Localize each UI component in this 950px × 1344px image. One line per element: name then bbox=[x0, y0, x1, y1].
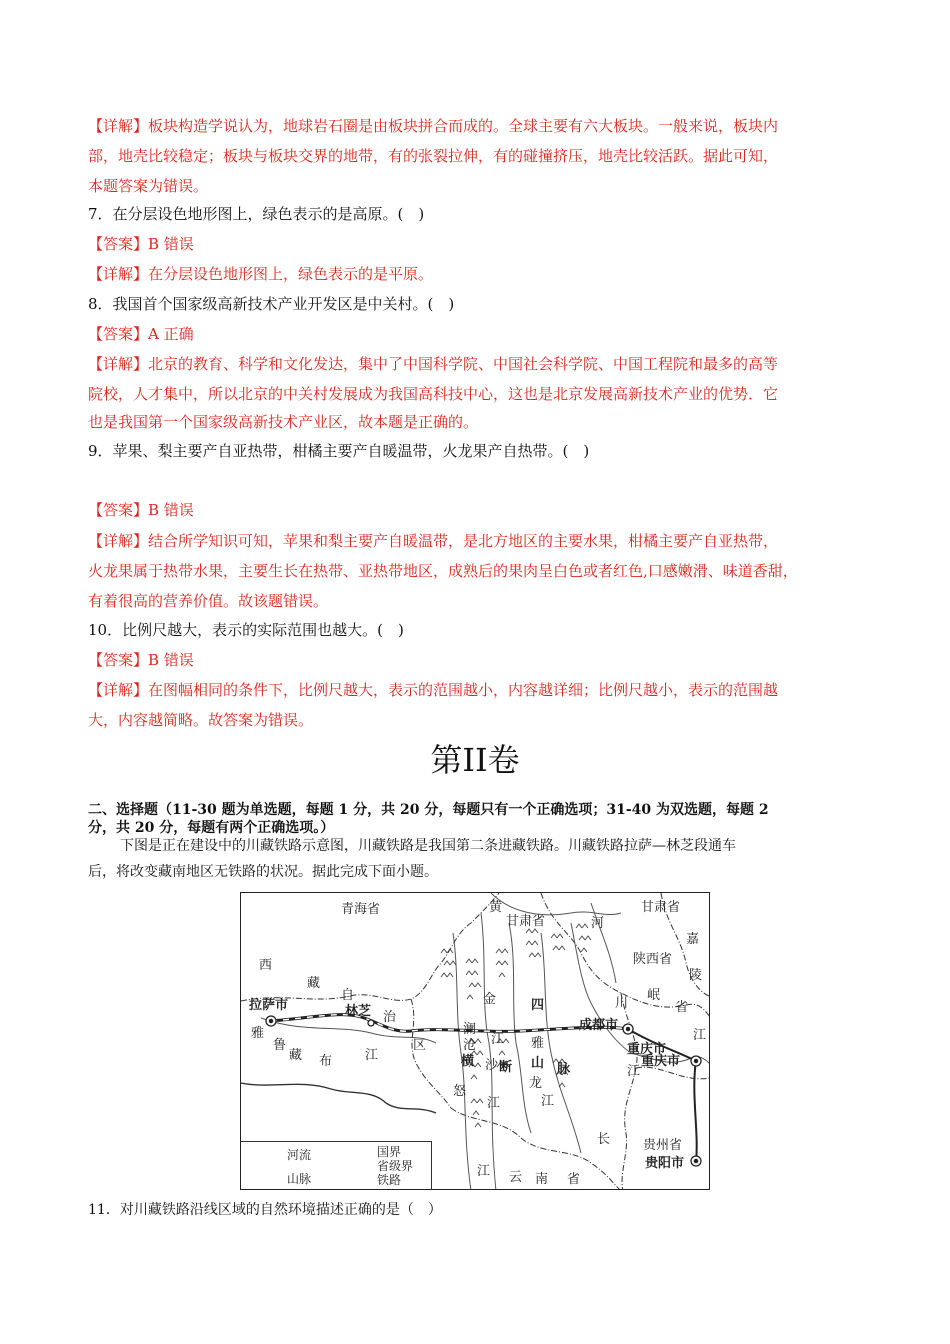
question-8: 8．我国首个国家级高新技术产业开发区是中关村。( ) bbox=[88, 295, 455, 313]
label-chongqing-1: 重庆市 bbox=[627, 1042, 667, 1057]
intro-line-1: 下图是正在建设中的川藏铁路示意图，川藏铁路是我国第二条进藏铁路。川藏铁路拉萨—林芝段通车 bbox=[120, 838, 736, 854]
legend-mountain: 山脉 bbox=[287, 1172, 312, 1186]
label-jin: 金 bbox=[483, 992, 497, 1007]
label-chongqing-2: 重庆市 bbox=[641, 1054, 681, 1069]
label-he: 河 bbox=[591, 916, 605, 931]
label-gansu-2: 甘肃省 bbox=[641, 900, 681, 915]
label-lan: 澜 bbox=[463, 1022, 477, 1037]
map-legend bbox=[241, 1141, 432, 1190]
answer-7: 【答案】B 错误 bbox=[88, 235, 194, 253]
label-shaanxi: 陕西省 bbox=[633, 952, 673, 967]
intro-line-2: 后，将改变藏南地区无铁路的状况。据此完成下面小题。 bbox=[88, 864, 438, 880]
label-zang-2: 藏 bbox=[289, 1048, 303, 1063]
question-7: 7．在分层设色地形图上，绿色表示的是高原。( ) bbox=[88, 205, 425, 223]
legend-river: 河流 bbox=[287, 1148, 312, 1162]
label-min: 岷 bbox=[647, 988, 661, 1003]
section-2-heading-line-1: 二、选择题（11-30 题为单选题，每题 1 分，共 20 分，每题只有一个正确选项；31-40 为双选题，每题 2 bbox=[88, 802, 769, 818]
sichuan-tibet-railway-map bbox=[240, 892, 710, 1190]
label-lu: 鲁 bbox=[273, 1038, 287, 1053]
label-ya: 雅 bbox=[251, 1026, 265, 1041]
label-cang: 沧 bbox=[463, 1038, 477, 1053]
detail-9-line-2: 火龙果属于热带水果，主要生长在热带、亚热带地区，成熟后的果肉呈白色或者红色,口感嫩滑、味道香甜， bbox=[88, 562, 798, 580]
label-ya-2: 雅 bbox=[531, 1036, 545, 1051]
part-2-title: 第II卷 bbox=[430, 741, 520, 779]
legend-border: 国界 bbox=[377, 1145, 402, 1159]
label-duan: 断 bbox=[499, 1060, 513, 1075]
label-sheng: 省 bbox=[675, 1000, 689, 1015]
detail-6-line-3: 本题答案为错误。 bbox=[88, 177, 209, 195]
label-qu: 区 bbox=[413, 1038, 427, 1053]
answer-8: 【答案】A 正确 bbox=[88, 325, 194, 343]
label-sheng-2: 省 bbox=[567, 1172, 581, 1187]
label-xi: 西 bbox=[259, 958, 273, 973]
label-guiyang: 贵阳市 bbox=[645, 1156, 685, 1171]
label-jia: 嘉 bbox=[686, 932, 700, 947]
detail-9-line-3: 有着很高的营养价值。故该题错误。 bbox=[88, 592, 329, 610]
answer-10: 【答案】B 错误 bbox=[88, 651, 194, 669]
label-zang: 藏 bbox=[307, 976, 321, 991]
legend-province: 省级界 bbox=[377, 1159, 414, 1173]
question-10: 10．比例尺越大，表示的实际范围也越大。( ) bbox=[88, 621, 404, 639]
label-nyingchi: 林芝 bbox=[345, 1004, 372, 1019]
label-jiang-1: 江 bbox=[365, 1048, 379, 1063]
label-ling: 陵 bbox=[689, 968, 703, 983]
label-si: 四 bbox=[531, 998, 545, 1013]
label-jiang-2: 江 bbox=[693, 1028, 707, 1043]
detail-6-line-2: 部，地壳比较稳定；板块与板块交界的地带，有的张裂拉伸，有的碰撞挤压，地壳比较活跃。据此可知， bbox=[88, 147, 779, 165]
label-qinghai: 青海省 bbox=[341, 902, 381, 917]
label-chang: 长 bbox=[597, 1132, 611, 1147]
label-nan: 南 bbox=[535, 1172, 549, 1187]
label-mai: 脉 bbox=[557, 1062, 571, 1077]
label-sha: 沙 bbox=[485, 1058, 499, 1073]
label-heng: 横 bbox=[461, 1054, 475, 1069]
label-jiang-3: 江 bbox=[627, 1064, 641, 1079]
label-guizhou: 贵州省 bbox=[643, 1138, 683, 1153]
detail-9-line-1: 【详解】结合所学知识可知，苹果和梨主要产自暖温带，是北方地区的主要水果，柑橘主要产自亚热带， bbox=[88, 532, 779, 550]
label-lhasa: 拉萨市 bbox=[249, 998, 289, 1013]
section-2-heading-line-2: 分，共 20 分，每题有两个正确选项。） bbox=[88, 820, 335, 836]
label-huang: 黄 bbox=[489, 900, 503, 915]
label-zhi: 治 bbox=[383, 1010, 397, 1025]
detail-10-line-2: 大，内容越简略。故答案为错误。 bbox=[88, 711, 314, 729]
label-jiang-4: 江 bbox=[491, 1032, 505, 1047]
detail-8-line-1: 【详解】北京的教育、科学和文化发达，集中了中国科学院、中国社会科学院、中国工程院和最多的高等 bbox=[88, 355, 779, 373]
label-yun: 云 bbox=[509, 1170, 523, 1185]
label-jiang-5: 江 bbox=[487, 1096, 501, 1111]
legend-railway: 铁路 bbox=[377, 1173, 402, 1187]
label-shan: 山 bbox=[531, 1056, 545, 1071]
label-zi: 自 bbox=[341, 988, 355, 1003]
question-9: 9．苹果、梨主要产自亚热带，柑橘主要产自暖温带，火龙果产自热带。( ) bbox=[88, 442, 590, 460]
label-long: 龙 bbox=[529, 1076, 543, 1091]
detail-8-line-3: 也是我国第一个国家级高新技术产业区，故本题是正确的。 bbox=[88, 413, 479, 431]
detail-7: 【详解】在分层设色地形图上，绿色表示的是平原。 bbox=[88, 265, 434, 283]
detail-8-line-2: 院校，人才集中，所以北京的中关村发展成为我国高科技中心，这也是北京发展高新技术产业的优势．它 bbox=[88, 385, 779, 403]
label-jiang-7: 江 bbox=[477, 1164, 491, 1179]
label-gansu-1: 甘肃省 bbox=[506, 914, 546, 929]
label-nu: 怒 bbox=[453, 1084, 467, 1099]
detail-10-line-1: 【详解】在图幅相同的条件下，比例尺越大，表示的范围越小，内容越详细；比例尺越小，表示的范围越 bbox=[88, 681, 779, 699]
label-bu: 布 bbox=[319, 1054, 333, 1069]
label-jiang-6: 江 bbox=[541, 1094, 555, 1109]
label-chuan: 川 bbox=[615, 996, 629, 1011]
detail-6-line-1: 【详解】板块构造学说认为，地球岩石圈是由板块拼合而成的。全球主要有六大板块。一般来说，板块内 bbox=[88, 117, 779, 135]
answer-9: 【答案】B 错误 bbox=[88, 501, 194, 519]
label-chengdu: 成都市 bbox=[579, 1018, 619, 1033]
question-11: 11．对川藏铁路沿线区域的自然环境描述正确的是（ ） bbox=[88, 1202, 442, 1218]
